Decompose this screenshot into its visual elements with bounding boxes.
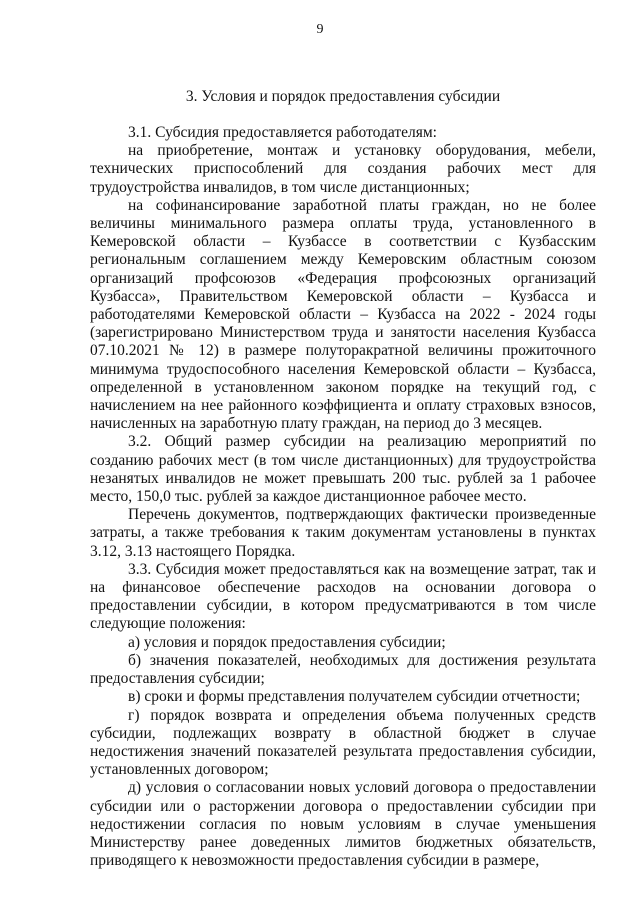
- page-number: 9: [316, 22, 324, 37]
- paragraph-salary-cofinancing: на софинансирование заработной платы граждан, но не более величины минимального размера оплаты труда, установленного в Кемеровской области – Кузбассе в соответствии с Кузбасским региональным соглашением между Кемеровским областным союзом организаций профсоюзов «Федерация профсоюзных организаций Кузбасса», Правительством Кемеровской области – Кузбасса и работодателями Кемеровской области – Кузбасса на 2022 - 2024 годы (зарегистрировано Министерством труда и занятости населения Кузбасса 07.10.2021 № 12) в размере полуторакратной величины прожиточного минимума трудоспособного населения Кемеровской области – Кузбасса, определенной в установленном законом порядке на текущий год, с начислением на нее районного коэффициента и оплату страховых взносов, начисленных на заработную плату граждан, на период до 3 месяцев.: [90, 196, 596, 433]
- list-item-g: г) порядок возврата и определения объема полученных средств субсидии, подлежащих возврату в областной бюджет в случае недостижения значений показателей результата предоставления субсидии, установленных договором;: [90, 706, 596, 779]
- paragraph-3-3: 3.3. Субсидия может предоставляться как на возмещение затрат, так и на финансовое обеспечение расходов на основании договора о предоставлении субсидии, в котором предусматриваются в том числе следующие положения:: [90, 560, 596, 633]
- paragraph-3-1: 3.1. Субсидия предоставляется работодателям:: [128, 124, 437, 141]
- list-item-d: д) условия о согласовании новых условий договора о предоставлении субсидии или о расторжении договора о предоставлении субсидии при недостижении согласия по новым условиям в случае уменьшения Министерству ранее доведенных лимитов бюджетных обязательств, приводящего к невозможности предоставления субсидии в размере,: [90, 779, 596, 870]
- list-item-a: а) условия и порядок предоставления субсидии;: [128, 633, 446, 651]
- list-item-v: в) сроки и формы представления получателем субсидии отчетности;: [128, 688, 581, 706]
- document-body: [90, 124, 596, 870]
- paragraph-documents-list: Перечень документов, подтверждающих фактически произведенные затраты, а также требования к таким документам установлены в пунктах 3.12, 3.13 настоящего Порядка.: [90, 506, 596, 560]
- section-heading: 3. Условия и порядок предоставления субсидии: [185, 88, 501, 105]
- paragraph-3-2: 3.2. Общий размер субсидии на реализацию мероприятий по созданию рабочих мест (в том числе дистанционных) для трудоустройства незанятых инвалидов не может превышать 200 тыс. рублей за 1 рабочее место, 150,0 тыс. рублей за каждое дистанционное рабочее место.: [90, 433, 596, 506]
- paragraph-equipment: на приобретение, монтаж и установку оборудования, мебели, технических приспособлений для создания рабочих мест для трудоустройства инвалидов, в том числе дистанционных;: [90, 142, 596, 196]
- list-item-b: б) значения показателей, необходимых для достижения результата предоставления субсидии;: [90, 651, 596, 688]
